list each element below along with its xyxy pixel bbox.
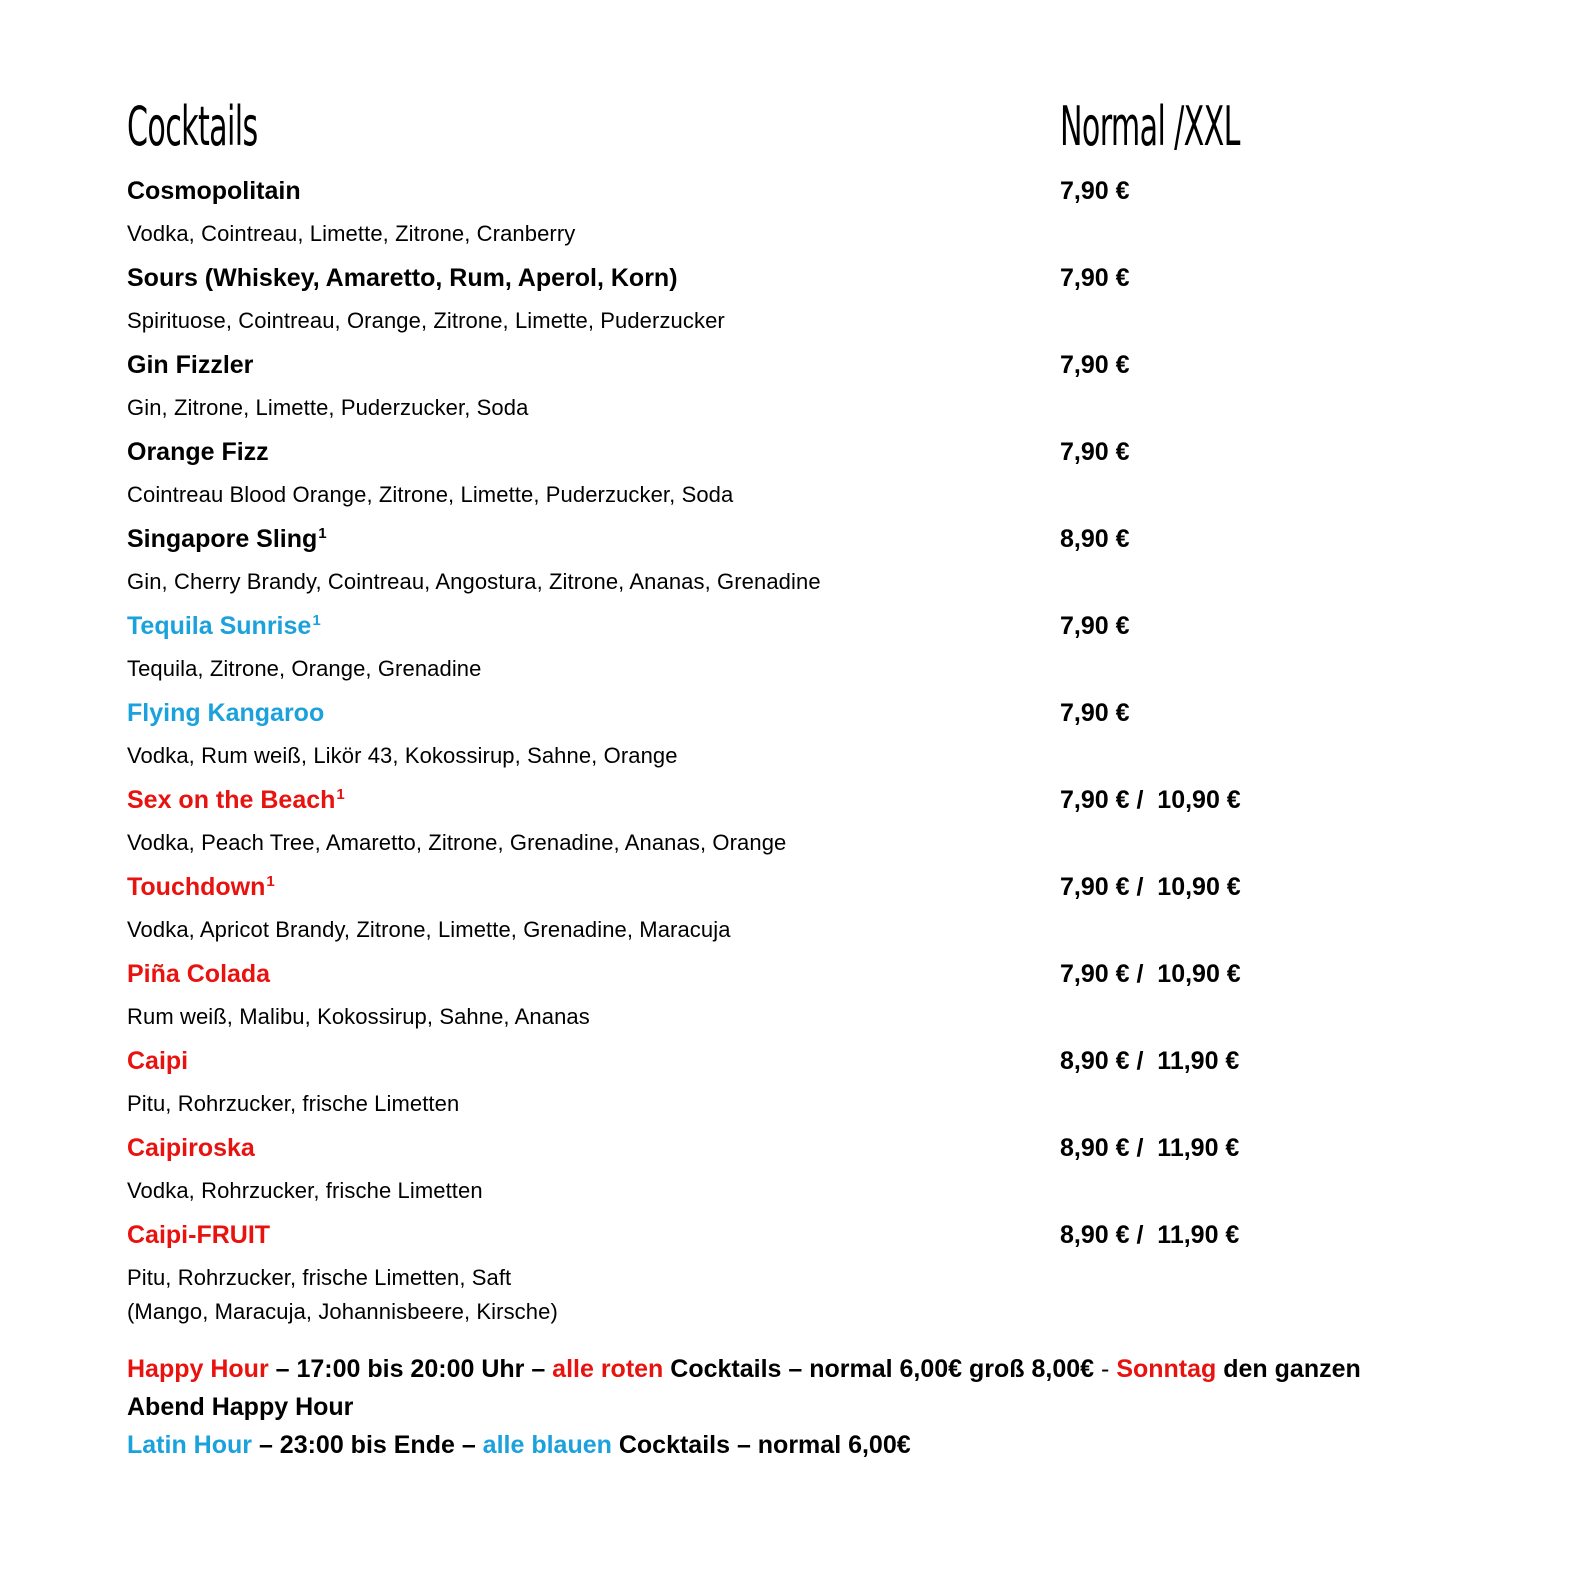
menu-item-name: Caipiroska — [127, 1134, 255, 1162]
footer-text-segment: alle roten — [552, 1355, 664, 1383]
menu-item — [127, 955, 1427, 1042]
menu-item-price: 7,90 € / 10,90 € — [1060, 873, 1241, 901]
menu-item-price: 8,90 € / 11,90 € — [1060, 1047, 1240, 1075]
menu-item-name: Tequila Sunrise$^1$ — [127, 611, 321, 640]
menu-item-price: 7,90 € / 10,90 € — [1060, 786, 1241, 814]
menu-item-name: Singapore Sling$^1$ — [127, 524, 327, 553]
menu-item-ingredients: Tequila, Zitrone, Orange, Grenadine — [127, 656, 482, 681]
footnote-marker: 1 — [336, 785, 345, 803]
menu-item-price: 8,90 € / 11,90 € — [1060, 1134, 1240, 1162]
menu-item-ingredients: Gin, Cherry Brandy, Cointreau, Angostura, Zitrone, Ananas, Grenadine — [127, 569, 821, 594]
menu-item — [127, 607, 1427, 694]
menu-item-name: Touchdown$^1$ — [127, 872, 275, 901]
menu-item-price: 7,90 € — [1060, 438, 1130, 466]
menu-item-name: Sours (Whiskey, Amaretto, Rum, Aperol, Korn) — [127, 264, 678, 292]
footer-text-segment: – 17:00 bis 20:00 Uhr – — [268, 1355, 553, 1383]
menu-item — [127, 694, 1427, 781]
menu-item-ingredients: Vodka, Rohrzucker, frische Limetten — [127, 1178, 483, 1203]
happy-hour-line — [127, 1350, 1447, 1388]
menu-item-name: Caipi-FRUIT — [127, 1221, 271, 1249]
happy-hour-line-cont: Abend Happy Hour — [127, 1393, 354, 1421]
menu-item — [127, 433, 1427, 520]
menu-item-name: Caipi — [127, 1047, 189, 1075]
footer-text-segment: alle blauen — [482, 1431, 612, 1459]
footer-text-segment: Sonntag — [1116, 1355, 1217, 1383]
menu-item-ingredients: Vodka, Peach Tree, Amaretto, Zitrone, Grenadine, Ananas, Orange — [127, 830, 787, 855]
menu-item — [127, 346, 1427, 433]
menu-item — [127, 1129, 1427, 1216]
menu-item-name: Flying Kangaroo — [127, 699, 325, 727]
footnote-marker: 1 — [312, 611, 321, 629]
menu-item-name: Piña Colada — [127, 960, 271, 988]
menu-item-ingredients: Vodka, Cointreau, Limette, Zitrone, Cranberry — [127, 221, 576, 246]
menu-item-ingredients: Vodka, Rum weiß, Likör 43, Kokossirup, Sahne, Orange — [127, 743, 678, 768]
happy-hour-info — [127, 1350, 1447, 1464]
footer-text-segment: Latin Hour — [127, 1431, 252, 1459]
menu-item-price: 7,90 € — [1060, 177, 1130, 205]
menu-item-price: 7,90 € / 10,90 € — [1060, 960, 1241, 988]
menu-item — [127, 781, 1427, 868]
menu-item-ingredients: Pitu, Rohrzucker, frische Limetten — [127, 1091, 460, 1116]
menu-item-ingredients: Pitu, Rohrzucker, frische Limetten, Saft (Mango, Maracuja, Johannisbeere, Kirsche) — [127, 1265, 558, 1324]
menu-item — [127, 520, 1427, 607]
footnote-marker: 1 — [266, 872, 275, 890]
menu-item-ingredients: Vodka, Apricot Brandy, Zitrone, Limette, Grenadine, Maracuja — [127, 917, 731, 942]
menu-item-price: 8,90 € — [1060, 525, 1130, 553]
menu-item-price: 7,90 € — [1060, 264, 1130, 292]
footer-text-segment: den ganzen — [1216, 1355, 1361, 1383]
menu-item — [127, 1216, 1427, 1336]
menu-item-name: Orange Fizz — [127, 438, 269, 466]
menu-item-ingredients: Spirituose, Cointreau, Orange, Zitrone, Limette, Puderzucker — [127, 308, 725, 333]
footer-text-segment: Cocktails – normal 6,00€ — [611, 1431, 911, 1459]
menu-item-name: Cosmopolitain — [127, 177, 301, 205]
menu-item — [127, 259, 1427, 346]
menu-item — [127, 1042, 1427, 1129]
menu-item-price: 7,90 € — [1060, 699, 1130, 727]
menu-item-ingredients: Cointreau Blood Orange, Zitrone, Limette, Puderzucker, Soda — [127, 482, 734, 507]
footer-text-segment: – 23:00 bis Ende – — [252, 1431, 483, 1459]
latin-hour-line — [127, 1426, 1447, 1464]
menu-item-name: Sex on the Beach$^1$ — [127, 785, 345, 814]
section-title: Cocktails — [127, 95, 258, 158]
menu-item-name: Gin Fizzler — [127, 351, 254, 379]
footer-text-segment: - — [1101, 1355, 1110, 1383]
cocktail-list — [127, 172, 1427, 1336]
menu-item-ingredients: Gin, Zitrone, Limette, Puderzucker, Soda — [127, 395, 529, 420]
size-column-title: Normal /XXL — [1060, 95, 1240, 158]
menu-item — [127, 172, 1427, 259]
footer-text-segment: Happy Hour — [127, 1355, 269, 1383]
menu-item-price: 7,90 € — [1060, 351, 1130, 379]
menu-item-ingredients: Rum weiß, Malibu, Kokossirup, Sahne, Ananas — [127, 1004, 590, 1029]
footnote-marker: 1 — [318, 524, 327, 542]
menu-item-price: 8,90 € / 11,90 € — [1060, 1221, 1240, 1249]
menu-item-price: 7,90 € — [1060, 612, 1130, 640]
menu-item — [127, 868, 1427, 955]
footer-text-segment: Cocktails – normal 6,00€ groß 8,00€ — [663, 1355, 1102, 1383]
